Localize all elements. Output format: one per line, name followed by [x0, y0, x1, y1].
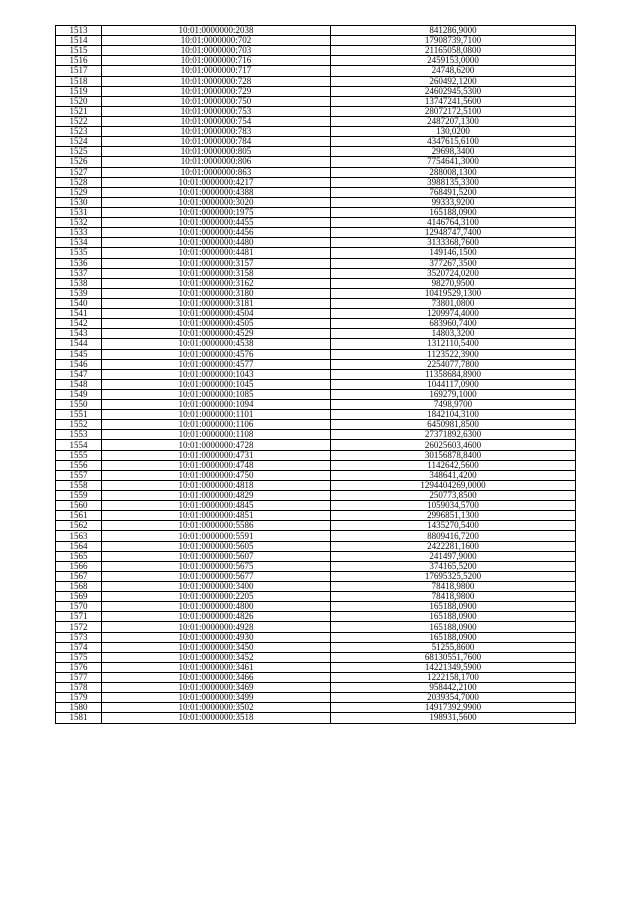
cadastral-number-cell: 10:01:0000000:716 — [102, 56, 331, 66]
row-number-cell: 1543 — [56, 329, 102, 339]
value-cell: 165188,0900 — [331, 207, 576, 217]
cadastral-number-cell: 10:01:0000000:4829 — [102, 491, 331, 501]
cadastral-number-cell: 10:01:0000000:729 — [102, 86, 331, 96]
table-row — [56, 592, 576, 602]
table-row — [56, 207, 576, 217]
row-number-cell: 1561 — [56, 511, 102, 521]
cadastral-number-cell: 10:01:0000000:4800 — [102, 602, 331, 612]
table-row — [56, 410, 576, 420]
value-cell: 198931,5600 — [331, 713, 576, 723]
cadastral-number-cell: 10:01:0000000:4505 — [102, 319, 331, 329]
table-row — [56, 541, 576, 551]
table-row — [56, 359, 576, 369]
value-cell: 17908739,7100 — [331, 36, 576, 46]
cadastral-number-cell: 10:01:0000000:4456 — [102, 228, 331, 238]
table-row — [56, 602, 576, 612]
row-number-cell: 1533 — [56, 228, 102, 238]
table-row — [56, 258, 576, 268]
value-cell: 73801,0800 — [331, 298, 576, 308]
value-cell: 2996851,1300 — [331, 511, 576, 521]
value-cell: 1142642,5600 — [331, 460, 576, 470]
table-row — [56, 147, 576, 157]
cadastral-number-cell: 10:01:0000000:4731 — [102, 450, 331, 460]
value-cell: 26025603,4600 — [331, 440, 576, 450]
value-cell: 68130551,7600 — [331, 652, 576, 662]
value-cell: 3988135,3300 — [331, 177, 576, 187]
cadastral-number-cell: 10:01:0000000:702 — [102, 36, 331, 46]
cadastral-number-cell: 10:01:0000000:4388 — [102, 187, 331, 197]
value-cell: 14221349,5900 — [331, 662, 576, 672]
value-cell: 2254077,7800 — [331, 359, 576, 369]
value-cell: 149146,1500 — [331, 248, 576, 258]
value-cell: 374165,5200 — [331, 561, 576, 571]
value-cell: 3133368,7600 — [331, 238, 576, 248]
row-number-cell: 1524 — [56, 137, 102, 147]
table-row — [56, 56, 576, 66]
value-cell: 1059034,5700 — [331, 501, 576, 511]
cadastral-number-cell: 10:01:0000000:4538 — [102, 339, 331, 349]
row-number-cell: 1515 — [56, 46, 102, 56]
cadastral-number-cell: 10:01:0000000:4577 — [102, 359, 331, 369]
cadastral-number-cell: 10:01:0000000:3400 — [102, 582, 331, 592]
row-number-cell: 1545 — [56, 349, 102, 359]
value-cell: 27371892,6300 — [331, 430, 576, 440]
cadastral-number-cell: 10:01:0000000:3180 — [102, 288, 331, 298]
row-number-cell: 1573 — [56, 632, 102, 642]
value-cell: 1123522,3900 — [331, 349, 576, 359]
table-row — [56, 116, 576, 126]
row-number-cell: 1574 — [56, 642, 102, 652]
cadastral-number-cell: 10:01:0000000:4728 — [102, 440, 331, 450]
row-number-cell: 1525 — [56, 147, 102, 157]
value-cell: 99333,9200 — [331, 197, 576, 207]
cadastral-number-cell: 10:01:0000000:5607 — [102, 551, 331, 561]
cadastral-number-cell: 10:01:0000000:3466 — [102, 673, 331, 683]
table-row — [56, 248, 576, 258]
cadastral-number-cell: 10:01:0000000:753 — [102, 106, 331, 116]
value-cell: 14917392,9900 — [331, 703, 576, 713]
cadastral-number-cell: 10:01:0000000:3518 — [102, 713, 331, 723]
value-cell: 1209974,4000 — [331, 309, 576, 319]
table-row — [56, 298, 576, 308]
value-cell: 768491,5200 — [331, 187, 576, 197]
cadastral-number-cell: 10:01:0000000:3450 — [102, 642, 331, 652]
value-cell: 377267,3500 — [331, 258, 576, 268]
value-cell: 2039354,7000 — [331, 693, 576, 703]
value-cell: 11358684,8900 — [331, 369, 576, 379]
table-row — [56, 662, 576, 672]
cadastral-number-cell: 10:01:0000000:2038 — [102, 26, 331, 36]
cadastral-number-cell: 10:01:0000000:703 — [102, 46, 331, 56]
value-cell: 4347615,6100 — [331, 137, 576, 147]
row-number-cell: 1557 — [56, 470, 102, 480]
row-number-cell: 1558 — [56, 480, 102, 490]
cadastral-number-cell: 10:01:0000000:3158 — [102, 268, 331, 278]
value-cell: 2422281,1600 — [331, 541, 576, 551]
table-row — [56, 66, 576, 76]
row-number-cell: 1554 — [56, 440, 102, 450]
value-cell: 1222158,1700 — [331, 673, 576, 683]
table-row — [56, 713, 576, 723]
table-row — [56, 369, 576, 379]
row-number-cell: 1555 — [56, 450, 102, 460]
cadastral-number-cell: 10:01:0000000:4930 — [102, 632, 331, 642]
table-row — [56, 460, 576, 470]
row-number-cell: 1526 — [56, 157, 102, 167]
cadastral-number-cell: 10:01:0000000:5591 — [102, 531, 331, 541]
value-cell: 1842104,3100 — [331, 410, 576, 420]
table-row — [56, 137, 576, 147]
row-number-cell: 1520 — [56, 96, 102, 106]
table-row — [56, 470, 576, 480]
cadastral-number-cell: 10:01:0000000:4455 — [102, 218, 331, 228]
cadastral-number-cell: 10:01:0000000:4480 — [102, 238, 331, 248]
value-cell: 8809416,7200 — [331, 531, 576, 541]
value-cell: 30156878,8400 — [331, 450, 576, 460]
value-cell: 169279,1000 — [331, 389, 576, 399]
cadastral-number-cell: 10:01:0000000:3020 — [102, 197, 331, 207]
table-row — [56, 521, 576, 531]
row-number-cell: 1544 — [56, 339, 102, 349]
value-cell: 165188,0900 — [331, 622, 576, 632]
value-cell: 24748,6200 — [331, 66, 576, 76]
row-number-cell: 1571 — [56, 612, 102, 622]
table-row — [56, 582, 576, 592]
cadastral-number-cell: 10:01:0000000:3162 — [102, 278, 331, 288]
value-cell: 29698,3400 — [331, 147, 576, 157]
table-row — [56, 632, 576, 642]
row-number-cell: 1521 — [56, 106, 102, 116]
row-number-cell: 1578 — [56, 683, 102, 693]
row-number-cell: 1564 — [56, 541, 102, 551]
cadastral-number-cell: 10:01:0000000:4818 — [102, 480, 331, 490]
value-cell: 250773,8500 — [331, 491, 576, 501]
cadastral-number-cell: 10:01:0000000:5605 — [102, 541, 331, 551]
row-number-cell: 1550 — [56, 400, 102, 410]
cadastral-number-cell: 10:01:0000000:3502 — [102, 703, 331, 713]
table-row — [56, 228, 576, 238]
value-cell: 6450981,8500 — [331, 420, 576, 430]
table-row — [56, 309, 576, 319]
cadastral-number-cell: 10:01:0000000:4928 — [102, 622, 331, 632]
table-body — [56, 26, 576, 724]
value-cell: 241497,9000 — [331, 551, 576, 561]
value-cell: 130,0200 — [331, 127, 576, 137]
value-cell: 7498,9700 — [331, 400, 576, 410]
table-row — [56, 491, 576, 501]
table-row — [56, 420, 576, 430]
table-row — [56, 127, 576, 137]
table-row — [56, 571, 576, 581]
cadastral-number-cell: 10:01:0000000:3499 — [102, 693, 331, 703]
table-row — [56, 36, 576, 46]
row-number-cell: 1513 — [56, 26, 102, 36]
table-row — [56, 703, 576, 713]
cadastral-number-cell: 10:01:0000000:5586 — [102, 521, 331, 531]
cadastral-number-cell: 10:01:0000000:4481 — [102, 248, 331, 258]
value-cell: 165188,0900 — [331, 612, 576, 622]
row-number-cell: 1537 — [56, 268, 102, 278]
row-number-cell: 1540 — [56, 298, 102, 308]
row-number-cell: 1563 — [56, 531, 102, 541]
cadastral-number-cell: 10:01:0000000:5677 — [102, 571, 331, 581]
row-number-cell: 1553 — [56, 430, 102, 440]
value-cell: 841286,9000 — [331, 26, 576, 36]
value-cell: 1312110,5400 — [331, 339, 576, 349]
value-cell: 2487207,1300 — [331, 116, 576, 126]
cadastral-number-cell: 10:01:0000000:805 — [102, 147, 331, 157]
table-row — [56, 501, 576, 511]
row-number-cell: 1528 — [56, 177, 102, 187]
cadastral-number-cell: 10:01:0000000:806 — [102, 157, 331, 167]
cadastral-number-cell: 10:01:0000000:4576 — [102, 349, 331, 359]
cadastral-number-cell: 10:01:0000000:4504 — [102, 309, 331, 319]
table-row — [56, 612, 576, 622]
cadastral-number-cell: 10:01:0000000:3469 — [102, 683, 331, 693]
row-number-cell: 1538 — [56, 278, 102, 288]
row-number-cell: 1559 — [56, 491, 102, 501]
row-number-cell: 1579 — [56, 693, 102, 703]
value-cell: 1435270,5400 — [331, 521, 576, 531]
cadastral-number-cell: 10:01:0000000:1108 — [102, 430, 331, 440]
cadastral-number-cell: 10:01:0000000:5675 — [102, 561, 331, 571]
row-number-cell: 1575 — [56, 652, 102, 662]
value-cell: 165188,0900 — [331, 602, 576, 612]
table-row — [56, 86, 576, 96]
value-cell: 14803,3200 — [331, 329, 576, 339]
table-row — [56, 278, 576, 288]
table-row — [56, 187, 576, 197]
value-cell: 78418,9800 — [331, 582, 576, 592]
cadastral-number-cell: 10:01:0000000:4826 — [102, 612, 331, 622]
cadastral-number-cell: 10:01:0000000:1085 — [102, 389, 331, 399]
cadastral-number-cell: 10:01:0000000:717 — [102, 66, 331, 76]
value-cell: 165188,0900 — [331, 632, 576, 642]
value-cell: 683960,7400 — [331, 319, 576, 329]
table-row — [56, 238, 576, 248]
table-row — [56, 480, 576, 490]
table-row — [56, 440, 576, 450]
cadastral-number-cell: 10:01:0000000:3461 — [102, 662, 331, 672]
row-number-cell: 1551 — [56, 410, 102, 420]
row-number-cell: 1576 — [56, 662, 102, 672]
value-cell: 28072172,5100 — [331, 106, 576, 116]
cadastral-number-cell: 10:01:0000000:1045 — [102, 379, 331, 389]
value-cell: 21165058,0800 — [331, 46, 576, 56]
row-number-cell: 1568 — [56, 582, 102, 592]
table-row — [56, 450, 576, 460]
value-cell: 78418,9800 — [331, 592, 576, 602]
cadastral-number-cell: 10:01:0000000:784 — [102, 137, 331, 147]
row-number-cell: 1562 — [56, 521, 102, 531]
row-number-cell: 1539 — [56, 288, 102, 298]
table-row — [56, 511, 576, 521]
value-cell: 17695325,5200 — [331, 571, 576, 581]
value-cell: 98270,9500 — [331, 278, 576, 288]
table-row — [56, 96, 576, 106]
row-number-cell: 1546 — [56, 359, 102, 369]
value-cell: 348641,4200 — [331, 470, 576, 480]
row-number-cell: 1549 — [56, 389, 102, 399]
value-cell: 4146764,3100 — [331, 218, 576, 228]
row-number-cell: 1556 — [56, 460, 102, 470]
table-row — [56, 339, 576, 349]
table-row — [56, 551, 576, 561]
table-row — [56, 177, 576, 187]
row-number-cell: 1565 — [56, 551, 102, 561]
value-cell: 3520724,0200 — [331, 268, 576, 278]
row-number-cell: 1529 — [56, 187, 102, 197]
cadastral-value-table — [55, 25, 576, 724]
row-number-cell: 1534 — [56, 238, 102, 248]
row-number-cell: 1577 — [56, 673, 102, 683]
cadastral-number-cell: 10:01:0000000:4748 — [102, 460, 331, 470]
table-row — [56, 197, 576, 207]
row-number-cell: 1580 — [56, 703, 102, 713]
table-row — [56, 400, 576, 410]
value-cell: 7754641,3000 — [331, 157, 576, 167]
value-cell: 260492,1200 — [331, 76, 576, 86]
table-row — [56, 26, 576, 36]
cadastral-number-cell: 10:01:0000000:4851 — [102, 511, 331, 521]
table-row — [56, 46, 576, 56]
row-number-cell: 1535 — [56, 248, 102, 258]
row-number-cell: 1541 — [56, 309, 102, 319]
row-number-cell: 1581 — [56, 713, 102, 723]
table-row — [56, 389, 576, 399]
table-row — [56, 76, 576, 86]
row-number-cell: 1566 — [56, 561, 102, 571]
value-cell: 2459153,0000 — [331, 56, 576, 66]
value-cell: 24602945,5300 — [331, 86, 576, 96]
table-row — [56, 106, 576, 116]
table-row — [56, 561, 576, 571]
row-number-cell: 1536 — [56, 258, 102, 268]
value-cell: 1044117,0900 — [331, 379, 576, 389]
cadastral-number-cell: 10:01:0000000:3452 — [102, 652, 331, 662]
table-row — [56, 693, 576, 703]
cadastral-number-cell: 10:01:0000000:750 — [102, 96, 331, 106]
row-number-cell: 1569 — [56, 592, 102, 602]
row-number-cell: 1516 — [56, 56, 102, 66]
table-row — [56, 268, 576, 278]
cadastral-number-cell: 10:01:0000000:4750 — [102, 470, 331, 480]
row-number-cell: 1572 — [56, 622, 102, 632]
cadastral-number-cell: 10:01:0000000:1094 — [102, 400, 331, 410]
row-number-cell: 1518 — [56, 76, 102, 86]
value-cell: 958442,2100 — [331, 683, 576, 693]
cadastral-number-cell: 10:01:0000000:3157 — [102, 258, 331, 268]
value-cell: 12948747,7400 — [331, 228, 576, 238]
cadastral-number-cell: 10:01:0000000:863 — [102, 167, 331, 177]
table-row — [56, 652, 576, 662]
row-number-cell: 1560 — [56, 501, 102, 511]
value-cell: 288008,1300 — [331, 167, 576, 177]
row-number-cell: 1532 — [56, 218, 102, 228]
row-number-cell: 1527 — [56, 167, 102, 177]
row-number-cell: 1530 — [56, 197, 102, 207]
table-row — [56, 531, 576, 541]
cadastral-number-cell: 10:01:0000000:728 — [102, 76, 331, 86]
row-number-cell: 1531 — [56, 207, 102, 217]
row-number-cell: 1514 — [56, 36, 102, 46]
table-row — [56, 642, 576, 652]
table-row — [56, 673, 576, 683]
row-number-cell: 1522 — [56, 116, 102, 126]
table-row — [56, 683, 576, 693]
cadastral-number-cell: 10:01:0000000:1975 — [102, 207, 331, 217]
row-number-cell: 1519 — [56, 86, 102, 96]
row-number-cell: 1523 — [56, 127, 102, 137]
cadastral-number-cell: 10:01:0000000:1043 — [102, 369, 331, 379]
value-cell: 1294404269,0000 — [331, 480, 576, 490]
table-row — [56, 329, 576, 339]
table-row — [56, 430, 576, 440]
cadastral-number-cell: 10:01:0000000:2205 — [102, 592, 331, 602]
cadastral-number-cell: 10:01:0000000:3181 — [102, 298, 331, 308]
cadastral-number-cell: 10:01:0000000:1101 — [102, 410, 331, 420]
row-number-cell: 1552 — [56, 420, 102, 430]
table-row — [56, 167, 576, 177]
row-number-cell: 1542 — [56, 319, 102, 329]
table-row — [56, 288, 576, 298]
table-row — [56, 319, 576, 329]
table-row — [56, 218, 576, 228]
value-cell: 13747241,5600 — [331, 96, 576, 106]
cadastral-number-cell: 10:01:0000000:4845 — [102, 501, 331, 511]
table-row — [56, 157, 576, 167]
row-number-cell: 1567 — [56, 571, 102, 581]
value-cell: 10419529,1300 — [331, 288, 576, 298]
value-cell: 51255,8600 — [331, 642, 576, 652]
row-number-cell: 1517 — [56, 66, 102, 76]
cadastral-number-cell: 10:01:0000000:1106 — [102, 420, 331, 430]
row-number-cell: 1570 — [56, 602, 102, 612]
row-number-cell: 1547 — [56, 369, 102, 379]
table-row — [56, 379, 576, 389]
row-number-cell: 1548 — [56, 379, 102, 389]
table-row — [56, 349, 576, 359]
table-row — [56, 622, 576, 632]
cadastral-number-cell: 10:01:0000000:783 — [102, 127, 331, 137]
cadastral-number-cell: 10:01:0000000:4217 — [102, 177, 331, 187]
cadastral-number-cell: 10:01:0000000:4529 — [102, 329, 331, 339]
cadastral-number-cell: 10:01:0000000:754 — [102, 116, 331, 126]
